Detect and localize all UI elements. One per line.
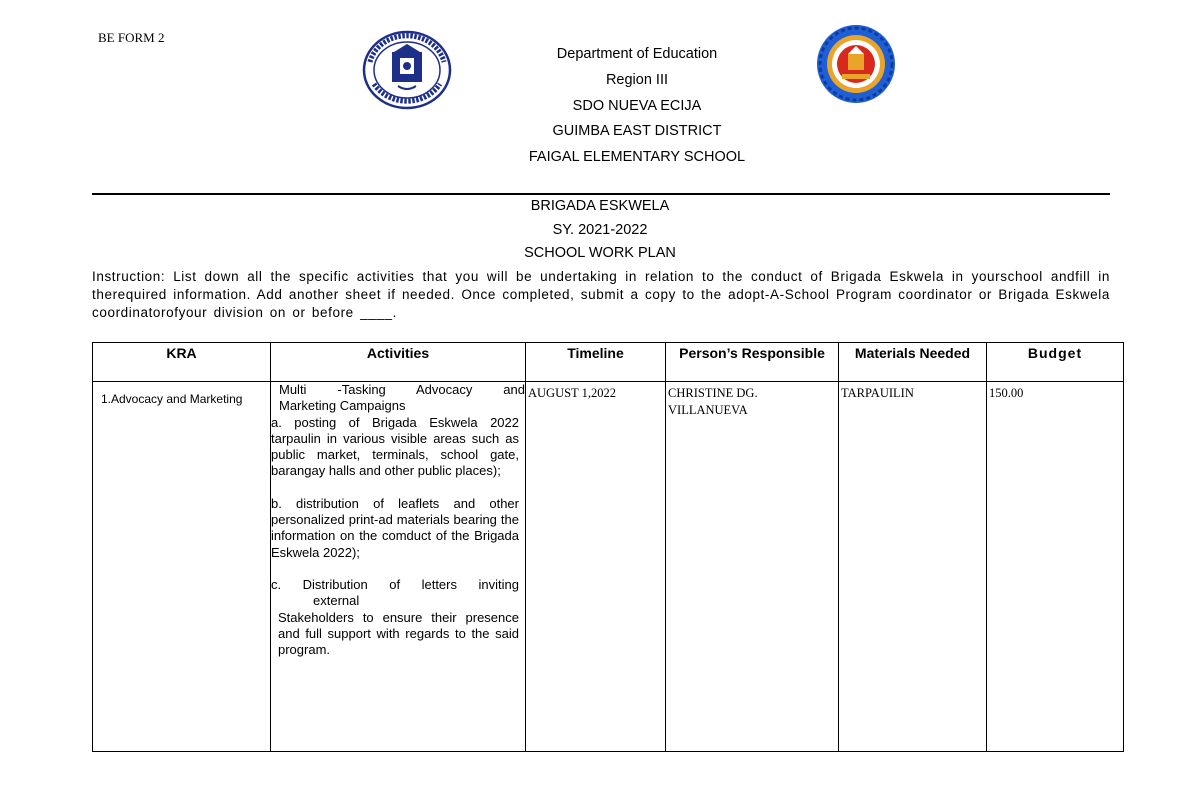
timeline-cell: AUGUST 1,2022 [526,382,666,752]
materials-cell: TARPAUILIN [839,382,987,752]
work-plan-table [92,342,1124,752]
department-name: Department of Education [556,46,718,62]
table-row [93,382,1124,752]
school-seal-logo [816,24,896,104]
instruction-text: Instruction: List down all the specific activities that you will be undertaking in relation to the conduct of Brigada Eskwela in yourschool andfill in therequired information. Add another sheet if needed. Once completed, submit a copy to the adopt-A-School Program coordinator or Brigada Eskwela coordinatorofyour division on or before ____. [92,269,1110,320]
form-label: BE FORM 2 [98,30,165,45]
header-divider [92,193,1110,195]
person-line1: CHRISTINE DG. [668,386,758,400]
program-title: BRIGADA ESKWELA [530,198,670,214]
school-year-title: SY. 2021-2022 [552,222,648,238]
header-person-responsible: Person’s Responsible [666,343,839,382]
budget-cell: 150.00 [987,382,1124,752]
activities-cell [271,382,526,752]
person-cell [666,382,839,752]
activity-title-line1: Multi -Tasking Advocacy and [279,382,525,397]
activity-a: a. posting of Brigada Eskwela 2022 tarpaulin in various visible areas such as public market, terminals, school gate, barangay halls and other public places); [271,414,519,479]
person-line2: VILLANUEVA [668,403,748,417]
header-budget: Budget [987,343,1124,382]
district-name: GUIMBA EAST DISTRICT [552,123,722,139]
activity-c-rest: Stakeholders to ensure their presence and full support with regards to the said program. [278,609,519,658]
activity-c-line2: external [313,593,360,609]
work-plan-title: SCHOOL WORK PLAN [524,245,676,261]
table-header-row [93,343,1124,382]
header-materials: Materials Needed [839,343,987,382]
header-timeline: Timeline [526,343,666,382]
activity-title-line2: Marketing Campaigns [279,398,406,414]
header-kra: KRA [93,343,271,382]
activity-c-line1: c. Distribution of letters inviting [271,576,519,592]
school-name: FAIGAL ELEMENTARY SCHOOL [528,149,746,165]
header-activities: Activities [271,343,526,382]
kra-cell: 1.Advocacy and Marketing [93,382,271,752]
sdo-name: SDO NUEVA ECIJA [572,98,702,114]
region-name: Region III [605,72,669,88]
activity-b: b. distribution of leaflets and other personalized print-ad materials bearing the information on the comduct of the Brigada Eskwela 2022); [271,495,519,560]
